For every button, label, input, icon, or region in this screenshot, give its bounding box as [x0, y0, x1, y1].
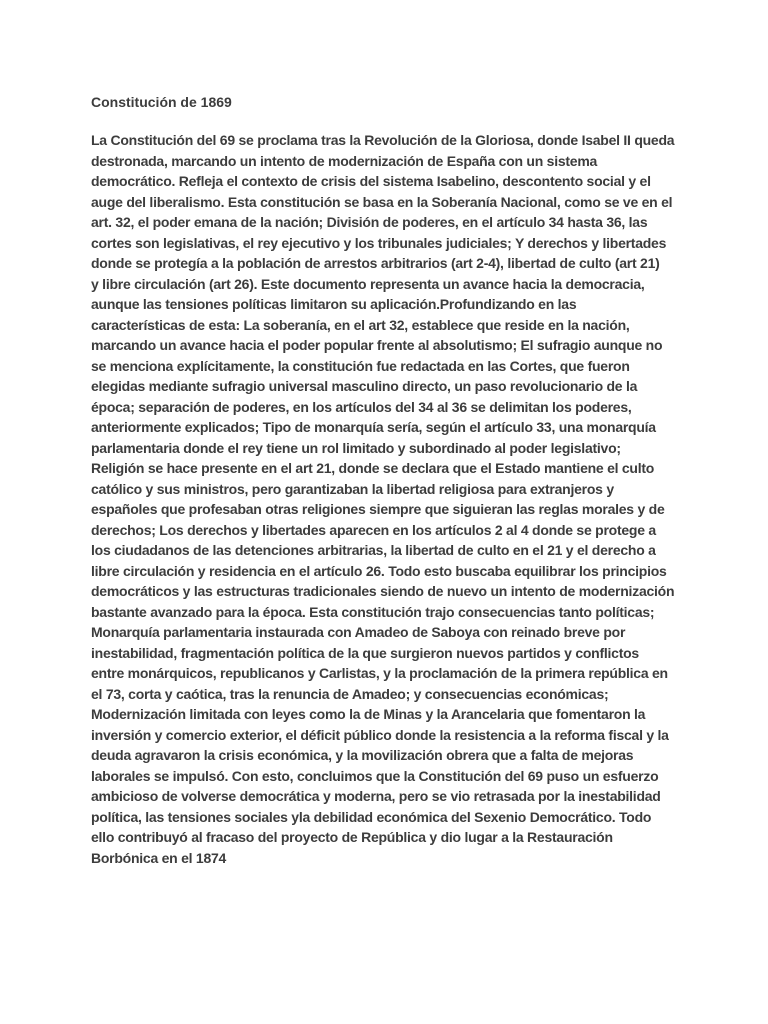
- body-text-line: Modernización limitada con leyes como la de Minas y la Arancelaria que fomentaron la: [91, 706, 646, 722]
- body-text-line: La Constitución del 69 se proclama tras la Revolución de la Gloriosa, donde Isabel II queda: [91, 132, 675, 148]
- body-text-line: características de esta: La soberanía, en el art 32, establece que reside en la nación,: [91, 316, 630, 333]
- body-text-line: laborales se impulsó. Con esto, concluimos que la Constitución del 69 puso un esfuerzo: [91, 767, 659, 784]
- body-text-line: inestabilidad, fragmentación política de la que surgieron nuevos partidos y conflictos: [91, 644, 639, 661]
- body-text-line: católico y sus ministros, pero garantizaban la libertad religiosa para extranjeros y: [91, 480, 614, 497]
- body-text-line: anteriormente explicados; Tipo de monarquía sería, según el artículo 33, una monarquía: [91, 419, 656, 435]
- body-text-line: política, las tensiones sociales yla debilidad económica del Sexenio Democrático. Todo: [91, 808, 652, 825]
- body-text-line: bastante avanzado para la época. Esta constitución trajo consecuencias tanto políticas;: [91, 603, 655, 620]
- body-text-line: Monarquía parlamentaria instaurada con Amadeo de Saboya con reinado breve por: [91, 624, 626, 640]
- document-body: [91, 130, 691, 868]
- body-text-line: elegidas mediante sufragio universal masculino directo, un paso revolucionario de la: [91, 378, 638, 394]
- body-text-line: ello contribuyó al fracaso del proyecto de República y dio lugar a la Restauración: [91, 829, 613, 845]
- body-text-line: inversión y comercio exterior, el déficit público donde la resistencia a la reforma fiscal y la: [91, 726, 669, 743]
- body-text-line: art. 32, el poder emana de la nación; División de poderes, en el artículo 34 hasta 36, las: [91, 214, 648, 230]
- body-text-line: derechos; Los derechos y libertades aparecen en los artículos 2 al 4 donde se protege a: [91, 521, 656, 538]
- body-text-line: parlamentaria donde el rey tiene un rol limitado y subordinado al poder legislativo;: [91, 439, 621, 456]
- body-text-line: libre circulación y residencia en el artículo 26. Todo esto buscaba equilibrar los principios: [91, 562, 667, 579]
- body-text-line: los ciudadanos de las detenciones arbitrarias, la libertad de culto en el 21 y el derecho a: [91, 542, 656, 558]
- body-text-line: auge del liberalismo. Esta constitución se basa en la Soberanía Nacional, como se ve en el: [91, 193, 673, 210]
- body-text-line: democrático. Refleja el contexto de crisis del sistema Isabelino, descontento social y el: [91, 173, 651, 189]
- body-text-line: Borbónica en el 1874: [91, 849, 227, 866]
- body-text-line: deuda agravaron la crisis económica, y la movilización obrera que a falta de mejoras: [91, 747, 634, 763]
- body-text-line: destronada, marcando un intento de modernización de España con un sistema: [91, 152, 598, 169]
- body-text-line: aunque las tensiones políticas limitaron su aplicación.Profundizando en las: [91, 296, 577, 312]
- body-text-line: donde se protegía a la población de arrestos arbitrarios (art 2-4), libertad de culto (art 21): [91, 255, 660, 271]
- body-text-line: el 73, corta y caótica, tras la renuncia de Amadeo; y consecuencias económicas;: [91, 685, 609, 702]
- body-text-line: marcando un avance hacia el poder popular frente al absolutismo; El sufragio aunque no: [91, 337, 663, 353]
- body-text-line: ambicioso de volverse democrática y moderna, pero se vio retrasada por la inestabilidad: [91, 788, 661, 804]
- body-text-line: democráticos y las estructuras tradicionales siendo de nuevo un intento de modernización: [91, 583, 675, 599]
- body-text-line: y libre circulación (art 26). Este documento representa un avance hacia la democracia,: [91, 275, 645, 292]
- body-text-line: españoles que profesaban otras religiones siempre que siguieran las reglas morales y de: [91, 501, 665, 517]
- body-text-line: Religión se hace presente en el art 21, donde se declara que el Estado mantiene el culto: [91, 460, 655, 476]
- body-text-line: época; separación de poderes, en los artículos del 34 al 36 se delimitan los poderes,: [91, 398, 632, 415]
- body-text-line: cortes son legislativas, el rey ejecutivo y los tribunales judiciales; Y derechos y libertades: [91, 234, 667, 251]
- document-title: Constitución de 1869: [91, 94, 232, 110]
- body-text-line: entre monárquicos, republicanos y Carlistas, y la proclamación de la primera república en: [91, 665, 668, 681]
- body-text-line: se menciona explícitamente, la constitución fue redactada en las Cortes, que fueron: [91, 357, 630, 374]
